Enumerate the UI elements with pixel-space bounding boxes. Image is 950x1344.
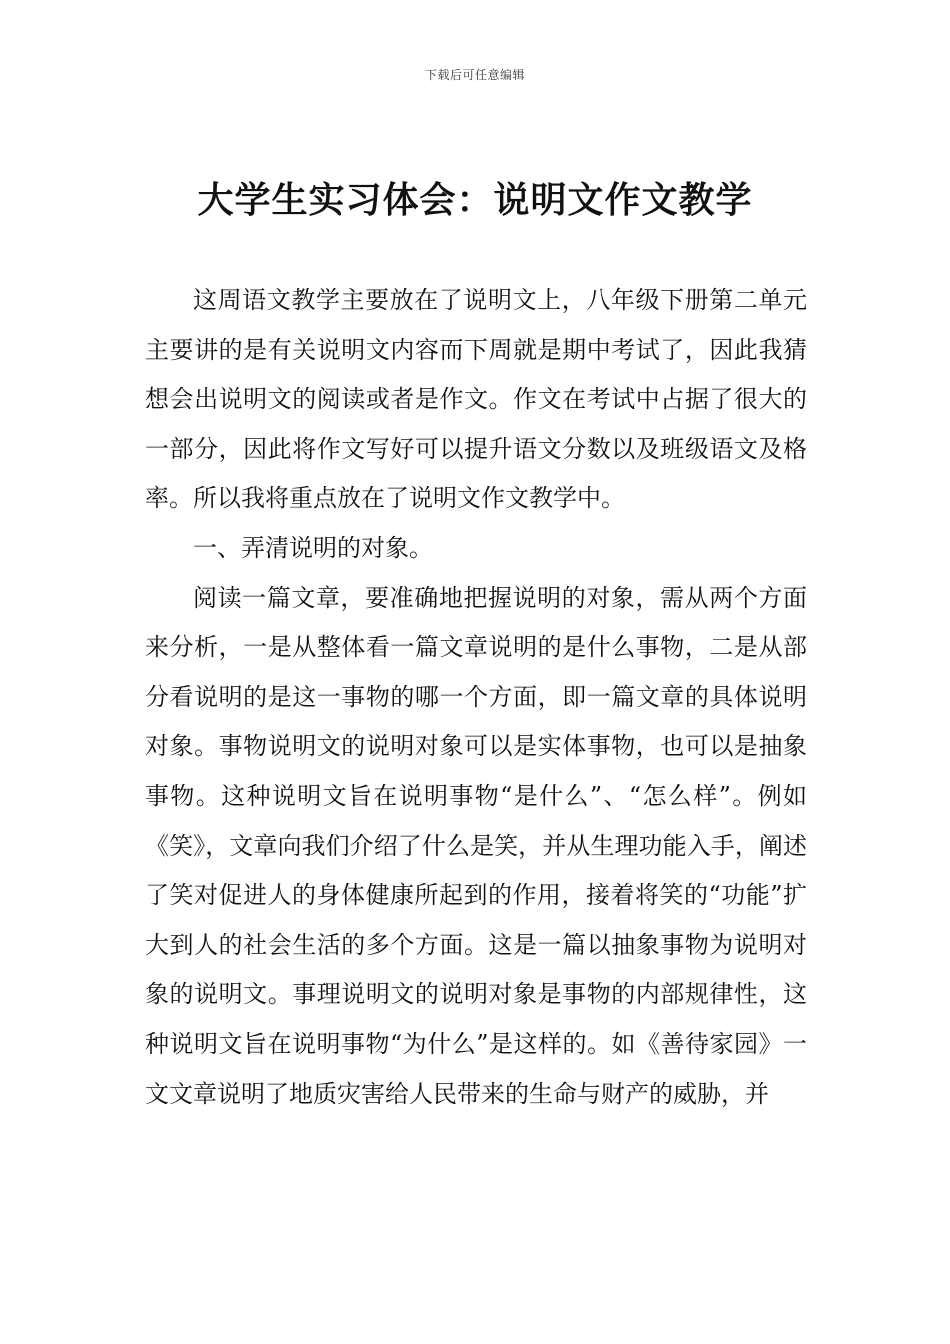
paragraph-section-heading: 一、弄清说明的对象。 [193, 533, 433, 562]
paragraph-intro: 这周语文教学主要放在了说明文上，八年级下册第二单元主要讲的是有关说明文内容而下周就是期中考试了，因此我猜想会出说明文的阅读或者是作文。作文在考试中占据了很大的一部分，因此将作文写好可以提升语文分数以及班级语文及格率。所以我将重点放在了说明文作文教学中。 [145, 286, 807, 513]
header-note: 下载后可任意编辑 [424, 68, 525, 82]
document-body [145, 276, 807, 1119]
document-title: 大学生实习体会：说明文作文教学 [197, 179, 753, 221]
paragraph-object-explanation: 阅读一篇文章，要准确地把握说明的对象，需从两个方面来分析，一是从整体看一篇文章说明的是什么事物，二是从部分看说明的是这一事物的哪一个方面，即一篇文章的具体说明对象。事物说明文的说明对象可以是实体事物，也可以是抽象事物。这种说明文旨在说明事物“是什么”、“怎么样”。例如《笑》，文章向我们介绍了什么是笑，并从生理功能入手，阐述了笑对促进人的身体健康所起到的作用，接着将笑的“功能”扩大到人的社会生活的多个方面。这是一篇以抽象事物为说明对象的说明文。事理说明文的说明对象是事物的内部规律性，这种说明文旨在说明事物“为什么”是这样的。如《善待家园》一文文章说明了地质灾害给人民带来的生命与财产的威胁，并 [145, 583, 807, 1108]
